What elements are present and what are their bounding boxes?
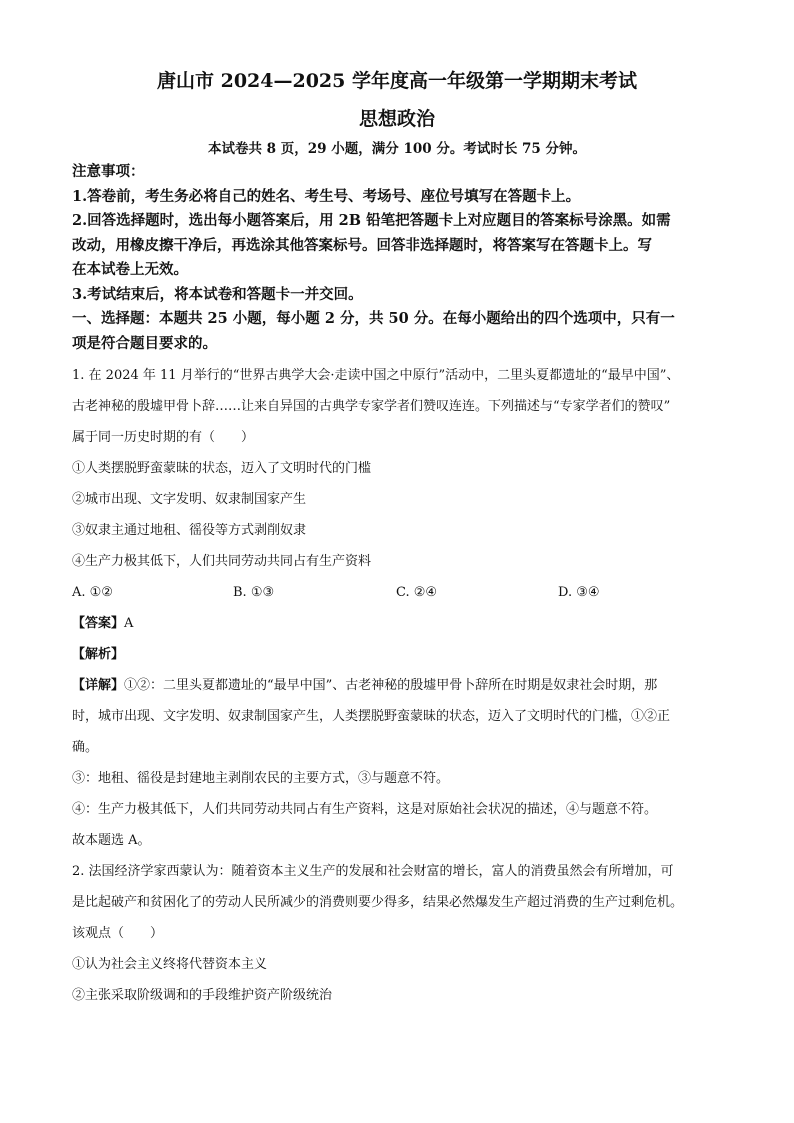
exam-title: 唐山市 2024—2025 学年度高一年级第一学期期末考试 [157,70,637,92]
notice-item-1: 1.答卷前，考生务必将自己的姓名、考生号、考场号、座位号填写在答题卡上。 [72,187,581,205]
section-1-line-2: 项是符合题目要求的。 [72,334,217,352]
q1-option-a: A. ①② [72,585,113,600]
q1-detail-line-2: 时，城市出现、文字发明、奴隶制国家产生，人类摆脱野蛮蒙昧的状态，迈入了文明时代的门槛，①②正 [72,709,671,724]
q1-detail-text-1: ①②：二里头夏都遗址的“最早中国”、古老神秘的殷墟甲骨卜辞所在时期是奴隶社会时期，那 [124,678,658,693]
answer-tag: 【答案】 [72,616,125,631]
q1-option-c: C. ②④ [396,585,438,600]
q1-options [72,577,722,608]
detail-tag: 【详解】 [72,678,125,693]
notice-item-2-line-1: 2.回答选择题时，选出每小题答案后，用 2B 铅笔把答题卡上对应题目的答案标号涂黑。如需 [72,212,671,229]
q2-stem-line-1: 2. 法国经济学家西蒙认为：随着资本主义生产的发展和社会财富的增长，富人的消费虽然会有所增加，可 [72,864,674,879]
q1-statement-3: ③奴隶主通过地租、徭役等方式剥削奴隶 [72,523,307,538]
q1-conclusion: 故本题选 A。 [72,833,151,848]
q2-statement-2: ②主张采取阶级调和的手段维护资产阶级统治 [72,988,333,1003]
q2-statement-1: ①认为社会主义终将代替资本主义 [72,957,268,972]
q1-detail-line-3: 确。 [72,740,99,755]
q1-detail-line-4: ③：地租、徭役是封建地主剥削农民的主要方式，③与题意不符。 [72,771,450,786]
q1-stem-line-3: 属于同一历史时期的有（ ） [72,430,255,445]
q1-detail-line-1 [72,670,722,701]
notice-heading: 注意事项： [72,163,145,180]
notice-item-2-line-2: 改动，用橡皮擦干净后，再选涂其他答案标号。回答非选择题时，将答案写在答题卡上。写 [72,236,652,254]
q1-answer: A [124,616,134,631]
q1-detail-line-5: ④：生产力极其低下，人们共同劳动共同占有生产资料，这是对原始社会状况的描述，④与题意不符。 [72,802,658,817]
exam-info: 本试卷共 8 页，29 小题，满分 100 分。考试时长 75 分钟。 [207,141,587,157]
q1-statement-1: ①人类摆脱野蛮蒙昧的状态，迈入了文明时代的门槛 [72,461,372,476]
section-1-heading [72,307,722,356]
section-1-line-1: 一、选择题：本题共 25 小题，每小题 2 分，共 50 分。在每小题给出的四个选项中，只有一 [72,310,675,327]
question-1 [72,360,722,856]
analysis-tag: 【解析】 [72,647,125,662]
q2-stem-line-2: 是比起破产和贫困化了的劳动人民所减少的消费则要少得多，结果必然爆发生产超过消费的生产过剩危机。 [72,895,684,910]
q1-option-b: B. ①③ [233,585,275,600]
exam-subject: 思想政治 [358,108,435,130]
q1-statement-2: ②城市出现、文字发明、奴隶制国家产生 [72,492,307,507]
q2-stem-line-3: 该观点（ ） [72,926,164,941]
q1-analysis-line [72,639,722,670]
q1-statement-4: ④生产力极其低下，人们共同劳动共同占有生产资料 [72,554,372,569]
notice-item-3: 3.考试结束后，将本试卷和答题卡一并交回。 [72,285,363,303]
q1-answer-line [72,608,722,639]
notice-item-2-line-3: 在本试卷上无效。 [72,261,188,278]
notice-section [72,160,722,307]
q1-option-d: D. ③④ [558,585,600,600]
question-2 [72,856,722,1011]
q1-stem-line-1: 1. 在 2024 年 11 月举行的“世界古典学大会·走读中国之中原行”活动中，二里头夏都遗址的“最早中国”、 [72,368,680,383]
q1-stem-line-2: 古老神秘的殷墟甲骨卜辞……让来自异国的古典学专家学者们赞叹连连。下列描述与“专家学者们的赞叹” [72,399,671,414]
